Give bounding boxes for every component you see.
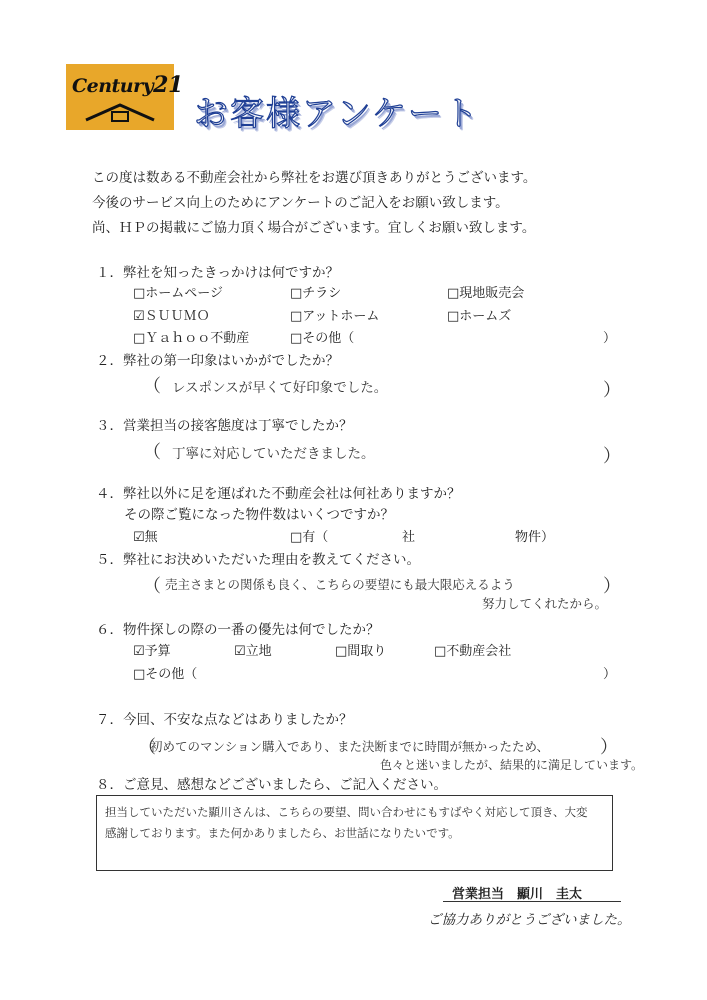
staff-name: 営業担当 顯川 圭太 bbox=[452, 887, 583, 902]
q5-close-paren: ） bbox=[603, 576, 621, 597]
q1-option-other[interactable]: □その他（ bbox=[290, 331, 355, 346]
q7-close-paren: ） bbox=[600, 737, 618, 758]
q7-answer-line-1[interactable]: 初めてのマンション購入であり、また決断までに時間が無かったため、 bbox=[150, 739, 549, 754]
q8-comment-box[interactable] bbox=[96, 795, 613, 871]
q3-question: ３．営業担当の接客態度は丁寧でしたか？ bbox=[96, 418, 353, 434]
q8-answer-line-1: 担当していただいた顯川さんは、こちらの要望、問い合わせにもすばやく対応して頂き、大変 bbox=[105, 805, 588, 819]
q5-answer-line-2[interactable]: 努力してくれたから。 bbox=[482, 596, 608, 611]
q1-option-homes[interactable]: □ホームズ bbox=[447, 309, 512, 324]
q4-property-unit: 物件） bbox=[515, 530, 555, 545]
q4-option-none[interactable]: ☑無 bbox=[133, 530, 158, 545]
intro-line-3: 尚、ＨＰの掲載にご協力頂く場合がございます。宜しくお願い致します。 bbox=[92, 220, 536, 236]
q1-option-yahoo[interactable]: □Ｙａｈｏｏ不動産 bbox=[133, 331, 250, 346]
q7-question: ７．今回、不安な点などはありましたか？ bbox=[96, 712, 353, 728]
logo-text: Century21 bbox=[72, 72, 183, 98]
q6-option-location[interactable]: ☑立地 bbox=[234, 644, 272, 659]
q2-close-paren: ） bbox=[603, 380, 621, 401]
q2-open-paren: （ bbox=[143, 376, 161, 397]
q1-option-athome[interactable]: □アットホーム bbox=[290, 309, 380, 324]
q5-answer-line-1[interactable]: 売主さまとの関係も良く、こちらの要望にも最大限応えるよう bbox=[165, 577, 515, 592]
intro-line-2: 今後のサービス向上のためにアンケートのご記入をお願い致します。 bbox=[92, 195, 509, 211]
q2-answer[interactable]: レスポンスが早くて好印象でした。 bbox=[172, 380, 388, 396]
q2-question: ２．弊社の第一印象はいかがでしたか？ bbox=[96, 353, 339, 369]
q4-question: ４．弊社以外に足を運ばれた不動産会社は何社ありますか？ bbox=[96, 486, 461, 502]
staff-underline bbox=[443, 901, 621, 902]
q6-close-paren: ） bbox=[603, 667, 617, 682]
q4-subquestion: その際ご覧になった物件数はいくつですか？ bbox=[124, 507, 394, 523]
q1-question: １．弊社を知ったきっかけは何ですか？ bbox=[96, 265, 339, 281]
q3-close-paren: ） bbox=[603, 446, 621, 467]
q6-option-budget[interactable]: ☑予算 bbox=[133, 644, 171, 659]
intro-line-1: この度は数ある不動産会社から弊社をお選び頂きありがとうございます。 bbox=[92, 170, 537, 186]
q5-open-paren: （ bbox=[143, 576, 161, 597]
q8-answer-line-2: 感謝しております。また何かありましたら、お世話になりたいです。 bbox=[105, 826, 460, 840]
q7-answer-line-2[interactable]: 色々と迷いましたが、結果的に満足しています。 bbox=[380, 758, 644, 772]
q7-open-paren: （ bbox=[138, 737, 156, 758]
q1-option-onsite-sale[interactable]: □現地販売会 bbox=[447, 286, 525, 301]
q4-option-yes[interactable]: □有（ bbox=[290, 530, 329, 545]
q6-option-layout[interactable]: □間取り bbox=[335, 644, 387, 659]
q6-option-agency[interactable]: □不動産会社 bbox=[434, 644, 512, 659]
q1-option-homepage[interactable]: □ホームページ bbox=[133, 286, 224, 301]
q4-company-unit: 社 bbox=[402, 530, 416, 545]
q6-question: ６．物件探しの際の一番の優先は何でしたか？ bbox=[96, 622, 380, 638]
q8-question: ８．ご意見、感想などございましたら、ご記入ください。 bbox=[96, 777, 447, 793]
q3-open-paren: （ bbox=[143, 442, 161, 463]
page-title: お客様アンケート bbox=[194, 94, 480, 134]
logo-roof-icon bbox=[84, 102, 156, 122]
q3-answer[interactable]: 丁寧に対応していただきました。 bbox=[172, 446, 375, 462]
q5-question: ５．弊社にお決めいただいた理由を教えてください。 bbox=[96, 552, 420, 568]
q1-close-paren: ） bbox=[603, 331, 617, 346]
thanks-message: ご協力ありがとうございました。 bbox=[428, 912, 631, 928]
q1-option-flyer[interactable]: □チラシ bbox=[290, 286, 342, 301]
q6-option-other[interactable]: □その他（ bbox=[133, 667, 198, 682]
century21-logo bbox=[66, 64, 183, 130]
q1-option-suumo[interactable]: ☑ＳＵＵＭＯ bbox=[133, 309, 210, 324]
